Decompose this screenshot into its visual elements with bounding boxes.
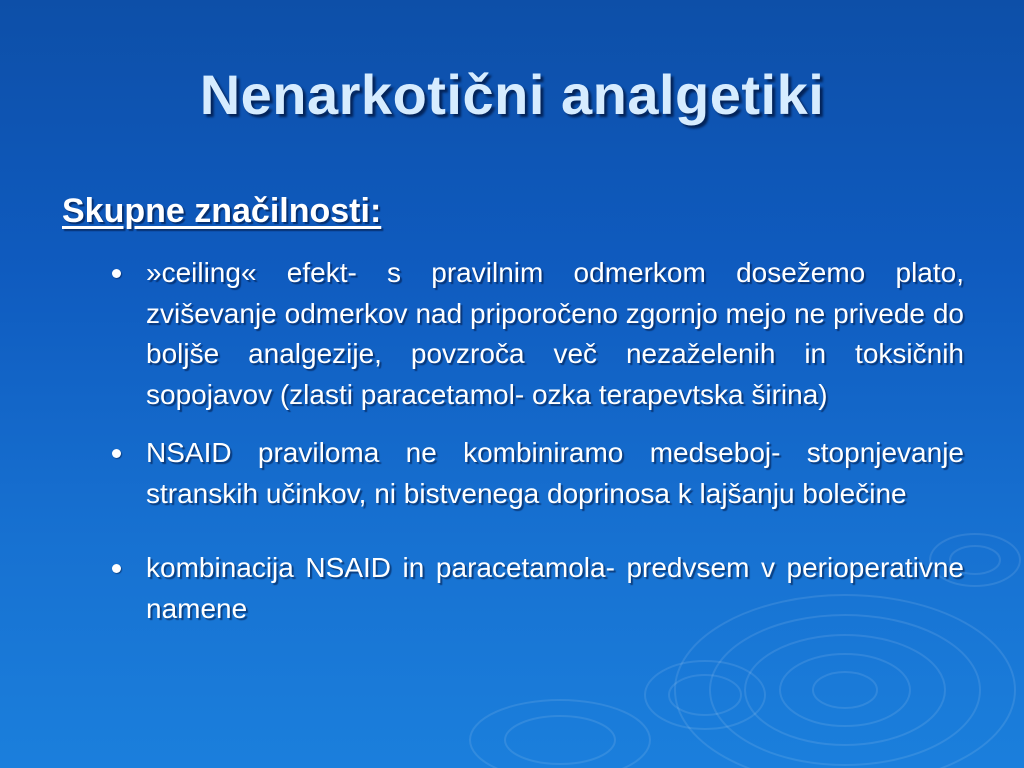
section-heading: Skupne značilnosti: xyxy=(62,192,382,230)
bullet-dot-icon xyxy=(112,269,121,278)
slide-title: Nenarkotični analgetiki xyxy=(199,63,825,126)
bullet-text: »ceiling« efekt- s pravilnim odmerkom dosežemo plato, zviševanje odmerkov nad priporočeno zgornjo mejo ne privede do boljše analgezije, povzroča več nezaželenih in toksičnih sopojavov (zlasti paracetamol- ozka terapevtska širina) xyxy=(146,257,964,410)
bullet-item xyxy=(112,433,964,514)
bullet-text: NSAID praviloma ne kombiniramo medseboj- stopnjevanje stranskih učinkov, ni bistvenega doprinosa k lajšanju bolečine xyxy=(146,437,964,509)
bullet-text: kombinacija NSAID in paracetamola- predvsem v perioperativne namene xyxy=(146,552,964,624)
bullet-item xyxy=(112,548,964,629)
bullet-item xyxy=(112,253,964,415)
bullet-list xyxy=(112,253,964,629)
bullet-dot-icon xyxy=(112,564,121,573)
bullet-dot-icon xyxy=(112,449,121,458)
